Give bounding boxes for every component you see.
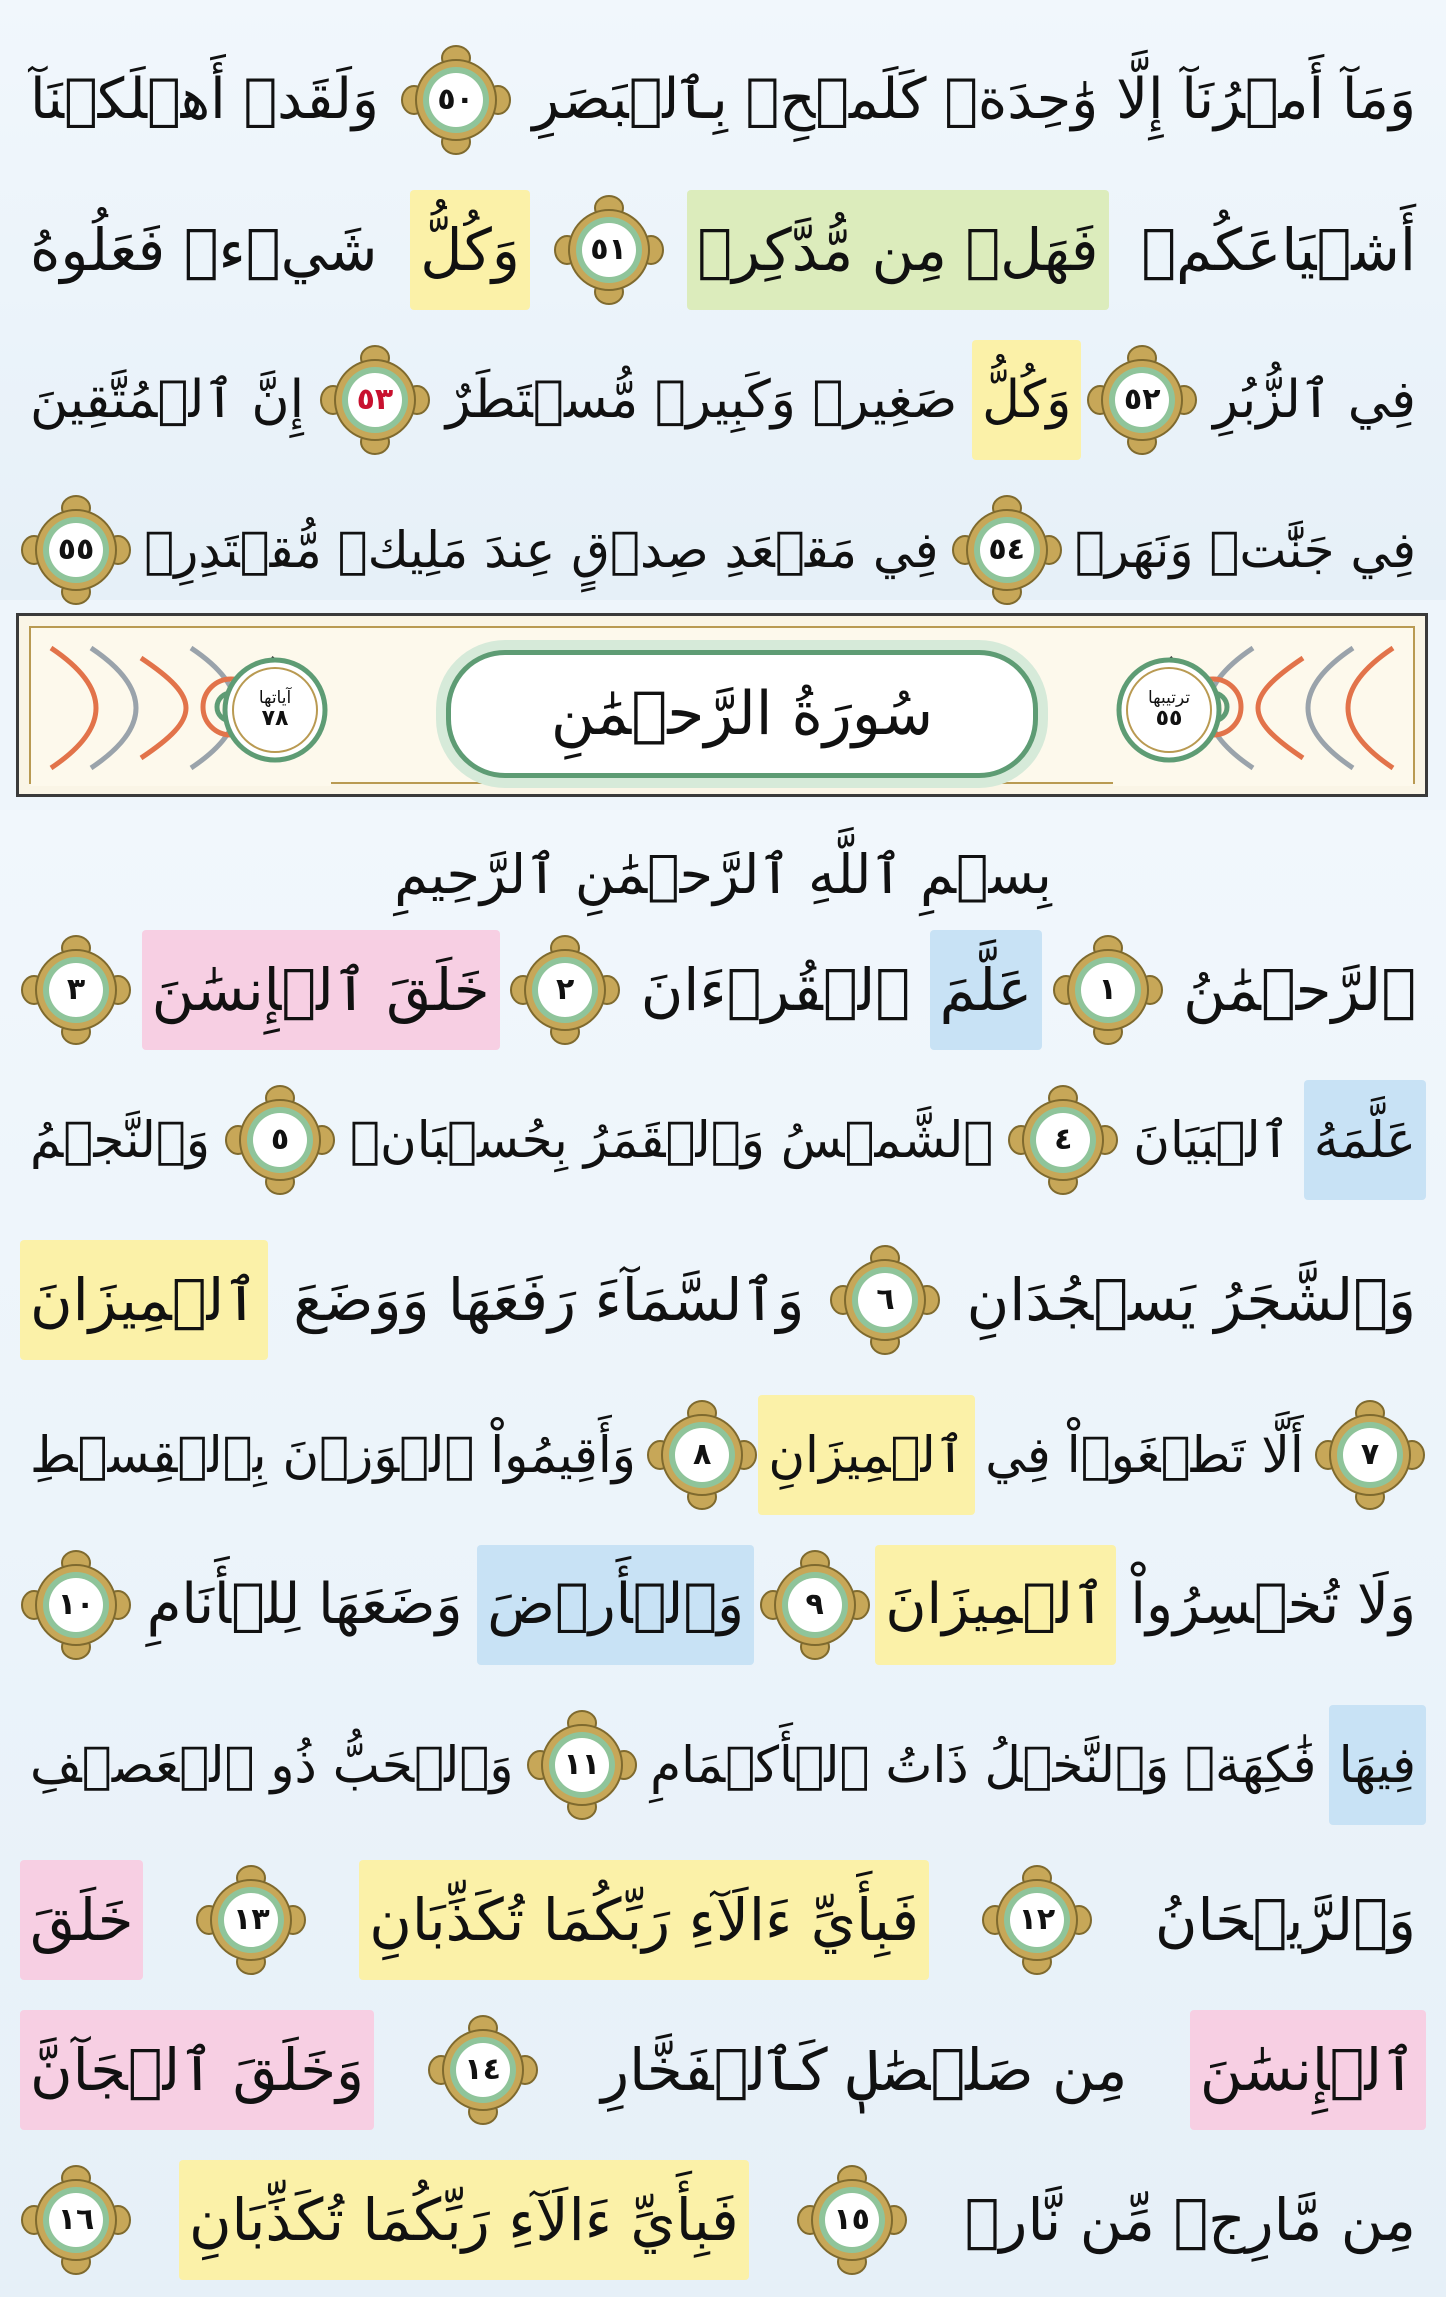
highlighted-phrase: ٱلۡإِنسَٰنَ	[1190, 2010, 1426, 2130]
verse-line	[20, 335, 1426, 465]
surah-header	[16, 613, 1428, 797]
ayah-number: ٤	[1054, 1122, 1073, 1157]
ayah-number-marker	[427, 2014, 539, 2126]
ayah-number: ٩	[805, 1587, 824, 1622]
ayah-number-marker	[981, 1864, 1093, 1976]
ayah-number: ١٢	[1018, 1902, 1056, 1937]
verse-text: أَشۡيَاعَكُمۡ	[1141, 216, 1416, 284]
verse-text: فِي ٱلزُّبُرِ	[1213, 370, 1416, 430]
verse-text: وَمَآ أَمۡرُنَآ إِلَّا وَٰحِدَةٞ كَلَمۡحِۭ بِٱلۡبَصَرِ	[532, 67, 1416, 132]
ayah-number: ٦	[876, 1282, 895, 1317]
ayah-number: ١١	[563, 1747, 601, 1782]
verse-text: ٱلرَّحۡمَٰنُ	[1183, 956, 1416, 1024]
ayah-number-marker	[646, 1399, 758, 1511]
verse-text: فِي جَنَّٰتٖ وَنَهَرٖ	[1074, 521, 1416, 579]
verse-text: وَٱلشَّجَرُ يَسۡجُدَانِ	[966, 1266, 1416, 1334]
verse-text: وَٱلسَّمَآءَ رَفَعَهَا وَوَضَعَ	[293, 1266, 805, 1334]
verse-text: أَلَّا تَطۡغَوۡاْ فِي	[985, 1426, 1304, 1484]
ayah-number-marker	[195, 1864, 307, 1976]
ayah-number: ١٠	[57, 1587, 95, 1622]
surah-verses-value: ٧٨	[261, 706, 289, 732]
ayah-number: ١٥	[833, 2202, 870, 2237]
verse-text: وَأَقِيمُواْ ٱلۡوَزۡنَ بِٱلۡقِسۡطِ	[30, 1426, 636, 1484]
ayah-number: ١	[1098, 972, 1117, 1007]
ayah-number: ٥٤	[988, 532, 1025, 567]
ayah-number-marker	[1052, 934, 1164, 1046]
ayah-number-marker	[1007, 1084, 1119, 1196]
verse-line	[20, 185, 1426, 315]
verse-line	[20, 925, 1426, 1055]
verse-line	[20, 1235, 1426, 1365]
ayah-number: ٥	[270, 1122, 290, 1157]
ayah-number-marker	[509, 934, 621, 1046]
verse-text: وَٱلرَّيۡحَانُ	[1154, 1886, 1416, 1954]
verse-text: ٱلشَّمۡسُ وَٱلۡقَمَرُ بِحُسۡبَانٖ	[350, 1111, 994, 1169]
verse-line	[20, 1075, 1426, 1205]
ayah-number: ٥١	[590, 232, 627, 267]
verse-text: إِنَّ ٱلۡمُتَّقِينَ	[30, 370, 305, 430]
ayah-number-marker	[951, 494, 1063, 606]
verse-line	[20, 35, 1426, 165]
highlighted-phrase: ٱلۡمِيزَانَ	[20, 1240, 268, 1360]
verse-text: وَٱلۡحَبُّ ذُو ٱلۡعَصۡفِ	[30, 1736, 514, 1794]
ayah-number-marker	[224, 1084, 336, 1196]
highlighted-phrase: عَلَّمَ	[930, 930, 1042, 1050]
ayah-number-marker	[20, 1549, 132, 1661]
verse-text: وَضَعَهَا لِلۡأَنَامِ	[146, 1572, 463, 1637]
surah-verse-count-medal	[221, 656, 329, 764]
highlighted-phrase: ٱلۡمِيزَانَ	[875, 1545, 1115, 1665]
verse-line	[20, 485, 1426, 615]
highlighted-phrase: خَلَقَ	[20, 1860, 143, 1980]
highlighted-phrase: فِيهَا	[1329, 1705, 1426, 1825]
highlighted-phrase: خَلَقَ ٱلۡإِنسَٰنَ	[142, 930, 500, 1050]
ayah-number: ٧	[1360, 1437, 1380, 1472]
ayah-number-marker	[400, 44, 512, 156]
verse-text: وَلَقَدۡ أَهۡلَكۡنَآ	[30, 67, 379, 132]
ayah-number-marker	[796, 2164, 908, 2276]
ayah-number-marker	[553, 194, 665, 306]
ayah-number-marker	[20, 2164, 132, 2276]
surah-verses-label: آياتها	[258, 687, 292, 708]
ayah-number-marker	[20, 494, 132, 606]
verse-text: وَٱلنَّجۡمُ	[30, 1111, 211, 1169]
highlighted-phrase: وَكُلُّ	[972, 340, 1081, 460]
verse-text: مِن صَلۡصَٰلٖ كَٱلۡفَخَّارِ	[601, 2036, 1128, 2104]
verse-text: شَيۡءٖ فَعَلُوهُ	[30, 216, 378, 284]
ayah-number-marker	[759, 1549, 871, 1661]
ayah-number-marker	[526, 1709, 638, 1821]
verse-line	[20, 2155, 1426, 2285]
highlighted-phrase: وَخَلَقَ ٱلۡجَآنَّ	[20, 2010, 374, 2130]
verse-line	[20, 1855, 1426, 1985]
verse-line	[20, 1390, 1426, 1520]
surah-order-label: ترتيبها	[1147, 687, 1191, 708]
ayah-number: ٢	[555, 972, 575, 1007]
highlighted-phrase: فَبِأَيِّ ءَالَآءِ رَبِّكُمَا تُكَذِّبَانِ	[359, 1860, 929, 1980]
ayah-number: ١٤	[464, 2052, 501, 2087]
verse-text: مِن مَّارِجٖ مِّن نَّارٖ	[964, 2186, 1416, 2254]
verse-text: وَلَا تُخۡسِرُواْ	[1130, 1572, 1416, 1637]
ayah-number-marker	[319, 344, 431, 456]
ayah-number: ١٣	[233, 1902, 270, 1937]
basmala: بِسۡمِ ٱللَّهِ ٱلرَّحۡمَٰنِ ٱلرَّحِيمِ	[394, 843, 1052, 906]
ayah-number-marker	[20, 934, 132, 1046]
surah-title: سُورَةُ الرَّحۡمَٰنِ	[446, 650, 1038, 778]
ayah-number-marker	[829, 1244, 941, 1356]
verse-line	[20, 1700, 1426, 1830]
highlighted-phrase: عَلَّمَهُ	[1304, 1080, 1426, 1200]
verse-text: ٱلۡقُرۡءَانَ	[640, 956, 911, 1024]
highlighted-phrase: وَكُلُّ	[410, 190, 530, 310]
ayah-number-marker	[1314, 1399, 1426, 1511]
verse-line	[20, 1540, 1426, 1670]
surah-order-value: ٥٥	[1155, 706, 1183, 732]
ayah-number: ٥٢	[1123, 382, 1161, 417]
ayah-number: ٨	[692, 1437, 712, 1472]
highlighted-phrase: فَهَلۡ مِن مُّدَّكِرٖ	[687, 190, 1108, 310]
verse-text: فَٰكِهَةٞ وَٱلنَّخۡلُ ذَاتُ ٱلۡأَكۡمَامِ	[650, 1736, 1317, 1794]
ayah-number-marker	[1086, 344, 1198, 456]
ayah-number: ٣	[66, 972, 86, 1007]
verse-text: فِي مَقۡعَدِ صِدۡقٍ عِندَ مَلِيكٖ مُّقۡتَدِرِۭ	[144, 521, 939, 579]
verse-text: صَغِيرٖ وَكَبِيرٖ مُّسۡتَطَرٌ	[445, 370, 958, 430]
surah-order-medal	[1115, 656, 1223, 764]
highlighted-phrase: فَبِأَيِّ ءَالَآءِ رَبِّكُمَا تُكَذِّبَانِ	[179, 2160, 749, 2280]
ayah-number: ٥٣	[356, 382, 394, 417]
verse-text: ٱلۡبَيَانَ	[1133, 1111, 1290, 1169]
ayah-number: ٥٠	[437, 82, 474, 117]
surah-header-frame	[29, 626, 1415, 784]
highlighted-phrase: ٱلۡمِيزَانِ	[758, 1395, 975, 1515]
ayah-number: ١٦	[57, 2202, 95, 2237]
highlighted-phrase: وَٱلۡأَرۡضَ	[477, 1545, 754, 1665]
verse-line	[20, 2005, 1426, 2135]
ayah-number: ٥٥	[57, 532, 95, 567]
